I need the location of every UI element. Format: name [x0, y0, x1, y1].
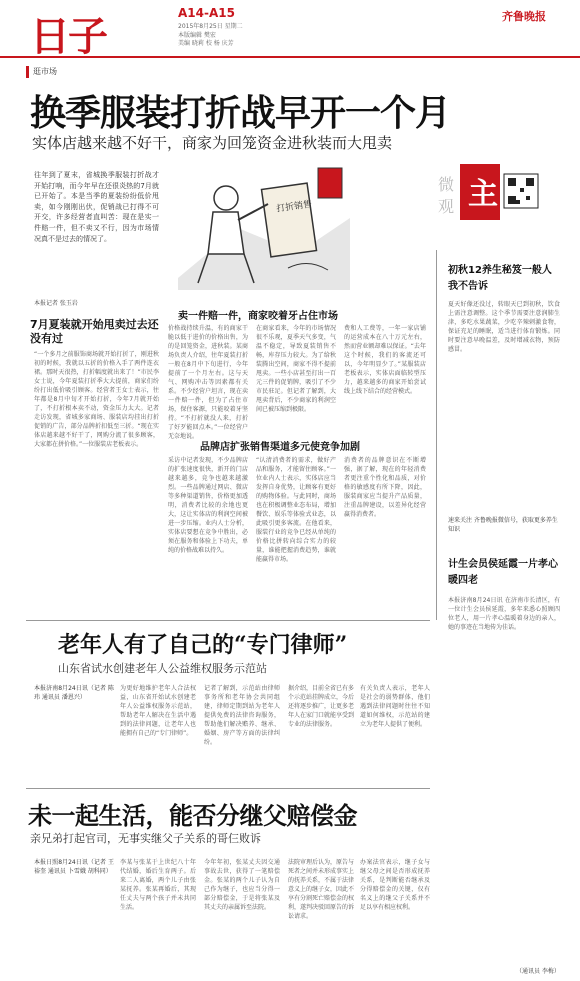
story1-subtitle-1: 卖一件赔一件，商家咬着牙占住市场 [178, 311, 338, 322]
edition-date: 2015年8月25日 星期二 [178, 23, 243, 30]
subhead-story3: 亲兄弟打起官司，无事实继父子关系的哥仨败诉 [30, 832, 261, 845]
story1-col7: 消费者的品牌意识在不断增强，据了解，现在的年轻消费者更注重个性化和品质，对价格的敏感度有所下降，因此，服装商家应当提升产品质量，注重品牌建设，以差异化经营赢得消费者。 [344, 457, 426, 518]
story1-intro: 往年到了夏末，省城换季服装打折战才开始打响，而今年早在还很炎热的7月就已开始了。本是当季的夏装纷纷低价甩卖，如今刚刚出伏，促销战已打得不可开交，许多经营者直叫苦：现在是实一件赔一件，但不卖又不行，因为市场情况真不是过去的情况了。 [34, 171, 159, 243]
badge-graphic [436, 160, 546, 240]
story1-col4: 费和人工费等，一年一家店铺的运营成本在八十万元左右，然而营业额却难以保证。“去年这个时候，我们的客流还可以，今年明显少了。”某服装店老板表示，实体店面临转型压力，越来越多的商家开始尝试线上线下结合的经营模式。 [344, 325, 426, 395]
story1-side-head: 7月夏装就开始甩卖过去还没有过 [30, 318, 159, 345]
illus-sign-text: 打折销售 [275, 199, 313, 215]
story1-col6: “认清消费者的需求，做好产品和服务，才能留住顾客。”一位业内人士表示，实体店应当发挥自身优势，让顾客有更好的购物体验。与此同时，商场也在积极调整业态布局，增加餐饮、娱乐等体验式业态，以此吸引更多客流。在他看来，服装行业的竞争已经从单纯的价格比拼转向综合实力的较量，谁能把握消费趋势，谁就能赢得市场。 [256, 457, 336, 563]
story3-col2: 今年年初，张某丈夫因交通事故去世，获得了一笔赔偿金。张某的两个儿子认为自己作为继子，也应当分得一部分赔偿金，于是将张某及其丈夫的亲属诉至法院。 [204, 859, 280, 911]
story3-col1: 李某与张某于上世纪八十年代结婚，婚后生育两子。后来二人离婚，两个儿子由张某抚养。张某再婚后，其现任丈夫与两个孩子并未共同生活。 [120, 859, 196, 911]
section-logo: 日子 [30, 14, 106, 60]
story1-col1: “一个多月之前服饰商场就开始打折了，刚进秋初的时候，我就以五折的价格入手了两件连衣裙。那时天很热，打折幅度就出来了！”市民李女士说，今年夏装打折季大大提前，商家们纷纷打出低价吸引顾客。经营者王女士表示，往年都是8月中旬才开始打折，今年7月就开始了，不打折根本卖不动，资金压力太大。记者走访发现，省城多家商场、服装店均挂出打折促销的广告，部分品牌折扣低至三折。“现在实体店越来越不好干了，网购分流了很多顾客，大家都在拼价格。”一位服装店老板表示。 [34, 351, 159, 448]
sidebar-closing: （通讯员 李梅） [516, 968, 560, 975]
story1-col2: 价格战持续升温，有的商家干脆以低于进价的价格出售，为的是回笼资金，进秋装。某商场负责人介绍，往年夏装打折一般在8月中下旬进行，今年提前了一个月左右。这与天气、网购冲击等因素都有关系。不少经营户坦言，现在卖一件赔一件，但为了占住市场，保住客源，只能咬着牙坚持。“不打折就没人来，打折了好歹能回点本。”一位经营户无奈地说。 [168, 325, 248, 440]
story2-top-rule [26, 620, 430, 621]
newspaper-name: 齐鲁晚报 [502, 10, 546, 23]
svg-text:主: 主 [468, 177, 498, 212]
story2-dateline: 本报济南8月24日讯（记者 陈玮 通讯员 潘恩兴） [34, 685, 114, 701]
story2-col4: 有关负责人表示，老年人是社会的弱势群体，他们遇到法律问题时往往不知道如何维权，示范站的建立为老年人提供了便利。 [360, 685, 430, 728]
story2-col2: 记者了解到，示范站由律师事务所和老年协会共同组建，律师定期到站为老年人提供免费的法律咨询服务，帮助他们解决赡养、继承、婚姻、房产等方面的法律纠纷。 [204, 685, 280, 746]
section-label: 逛市场 [26, 66, 76, 78]
svg-text:观: 观 [438, 197, 455, 216]
subhead-main: 实体店越来越不好干，商家为回笼资金进秋装而大甩卖 [32, 134, 393, 152]
subhead-story2: 山东省试水创建老年人公益维权服务示范站 [58, 662, 267, 675]
edition-meta [178, 23, 298, 49]
headline-story3: 未一起生活，能否分继父赔偿金 [28, 801, 357, 830]
edition-design: 美编 晓莉 校 杨 庆芳 [178, 40, 234, 47]
story3-col4: 办案法官表示，继子女与继父母之间是否形成抚养关系，是判断能否继承及分得赔偿金的关键，仅有名义上的继父子关系并不足以享有相应权利。 [360, 859, 430, 911]
wechat-badge [436, 160, 546, 240]
story1-subtitle-2: 品牌店扩张销售渠道多元使竞争加剧 [200, 442, 360, 453]
story2-col1: 为更好地维护老年人合法权益，山东省开始试水创建老年人公益维权服务示范站，帮助老年人解决在生活中遇到的法律问题，让老年人也能拥有自己的“专门律师”。 [120, 685, 196, 737]
masthead [0, 0, 580, 58]
sidebar-body-2: 本报济南8月24日讯 在济南市长清区，有一位计生会员侯延霞，多年来悉心照顾四位老人，用一片孝心温暖着身边的亲人，她的事迹在当地传为佳话。 [448, 597, 560, 631]
sidebar-head-2: 计生会员侯延霞一片孝心暖四老 [448, 559, 558, 586]
sidebar-sponsor: 速来关注 齐鲁晚报微信号，获取更多养生知识 [448, 517, 558, 533]
page-numbers: A14-A15 [178, 6, 235, 20]
svg-text:微: 微 [438, 175, 455, 194]
story3-dateline: 本报日照8月24日讯（记者 王裕奎 通讯员 卜雪娥 胡科同） [34, 859, 114, 875]
sidebar-body-1: 夏天好像还没过，转眼天已到初秋，饮食上需注意调整。这个季节需要注意润肺生津，多吃水果蔬菜，少吃辛辣刺激食物，保证充足的睡眠，适当进行体育锻炼。同时要注意早晚温差，及时增减衣物，预防感冒。 [448, 301, 560, 353]
sidebar-divider [436, 250, 437, 620]
headline-main: 换季服装打折战早开一个月 [30, 92, 451, 134]
story3-col3: 法院审理后认为，原告与死者之间并未形成事实上的抚养关系，不属于法律意义上的继子女，因此不享有分割死亡赔偿金的权利，遂判决驳回原告的诉讼请求。 [288, 859, 355, 920]
story1-byline: 本报记者 张玉岩 [34, 300, 78, 307]
edition-editor: 本版编辑 樊宏 [178, 31, 216, 39]
story1-col5: 采访中记者发现，不少品牌店的扩张速度很快，新开的门店越来越多，竞争也越来越激烈。一些品牌通过网店、微店等多种渠道销售，价格更加透明，消费者比较的余地也更大，这让实体店的利润空间被进一步压缩。业内人士分析，实体店要想在竞争中胜出，必须在服务和体验上下功夫，单纯的价格战难以持久。 [168, 457, 248, 554]
headline-story2: 老年人有了自己的“专门律师” [58, 632, 348, 658]
story1-col3: 在商家看来，今年的市场情况很不乐观，夏季天气多变，气温不稳定，导致夏装销售不畅，库存压力较大。为了给秋装腾出空间，商家不得不提前甩卖。一些小店甚至打出一百元三件的促销牌，吸引了不少市民驻足。但记者了解到，大甩卖背后，不少商家的利润空间已被压缩到极限。 [256, 325, 336, 413]
story3-top-rule [26, 788, 430, 789]
story2-col3: 据介绍，目前全省已有多个示范站挂牌成立，今后还将逐步推广，让更多老年人在家门口就能享受到专业的法律服务。 [288, 685, 355, 728]
sidebar-head-1: 初秋12养生秘笈一般人我不告诉 [448, 265, 552, 292]
sale-illustration [168, 158, 360, 290]
